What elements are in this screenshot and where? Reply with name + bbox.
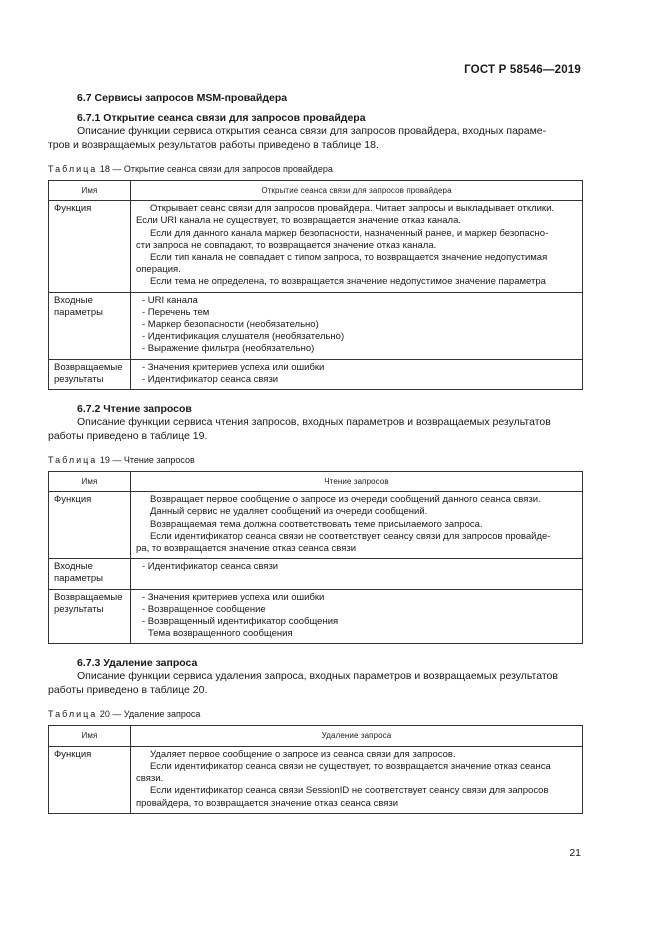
intro-line: тров и возвращаемых результатов работы приведено в таблице 18. bbox=[48, 139, 379, 151]
function-line: операция. bbox=[136, 264, 181, 276]
row-label-line: Входные bbox=[54, 294, 93, 306]
subsection-number: 6.7.3 bbox=[77, 657, 101, 670]
function-line: Возвращает первое сообщение о запросе из очереди сообщений данного сеанса связи. bbox=[150, 494, 541, 506]
row-label-line: Возвращаемые bbox=[54, 361, 123, 373]
row-label: Функция bbox=[49, 492, 131, 559]
function-line: Если идентификатор сеанса связи SessionID не соответствует сеансу связи для запросов bbox=[150, 785, 549, 797]
section-number: 6.7 bbox=[77, 92, 92, 104]
function-line: Если тема не определена, то возвращается значение недопустимое значение параметра bbox=[150, 276, 546, 288]
table-18 bbox=[48, 180, 583, 390]
function-line: Возвращаемая тема должна соответствовать теме присылаемого запроса. bbox=[150, 518, 483, 530]
caption-label: Таблица bbox=[48, 164, 98, 174]
list-item: - Идентификация слушателя (необязательно) bbox=[142, 331, 345, 343]
table-caption-18 bbox=[48, 164, 583, 174]
table-header-row bbox=[49, 726, 583, 746]
list-item: - Идентификатор сеанса связи bbox=[142, 373, 279, 385]
header-cell-name: Имя bbox=[49, 181, 131, 201]
row-content bbox=[131, 559, 583, 589]
row-label-line: результаты bbox=[54, 373, 104, 385]
subsection-title: Открытие сеанса связи для запросов провайдера bbox=[103, 112, 366, 124]
intro-line: Описание функции сервиса удаления запроса, входных параметров и возвращаемых результатов bbox=[77, 670, 558, 683]
header-cell-desc: Удаление запроса bbox=[131, 726, 583, 746]
row-content bbox=[131, 359, 583, 389]
function-line: провайдера, то возвращается значение отказ сеанса связи bbox=[136, 797, 399, 809]
intro-line: Описание функции сервиса чтения запросов, входных параметров и возвращаемых результатов bbox=[77, 416, 551, 429]
function-line: Если тип канала не совпадает с типом запроса, то возвращается значение недопустимая bbox=[150, 252, 548, 264]
list-item: - Выражение фильтра (необязательно) bbox=[142, 343, 315, 355]
table-row-inputs bbox=[49, 292, 583, 359]
function-line: Если идентификатор сеанса связи не существует, то возвращается значение отказ сеанса bbox=[150, 760, 551, 772]
list-item: - Значения критериев успеха или ошибки bbox=[142, 591, 325, 603]
subsection-number: 6.7.1 bbox=[77, 112, 101, 124]
function-line: Удаляет первое сообщение о запросе из сеанса связи для запросов. bbox=[150, 748, 456, 760]
list-item-continuation: Тема возвращенного сообщения bbox=[148, 628, 293, 640]
subsection-heading-6-7-3 bbox=[77, 657, 583, 669]
intro-line: работы приведено в таблице 19. bbox=[48, 430, 208, 443]
caption-label: Таблица bbox=[48, 455, 98, 466]
table-19 bbox=[48, 471, 583, 644]
header-cell-desc: Открытие сеанса связи для запросов провайдера bbox=[131, 181, 583, 201]
intro-paragraph-6-7-2 bbox=[48, 415, 583, 443]
table-caption-20 bbox=[48, 709, 583, 719]
function-line: Данный сервис не удаляет сообщений из очереди сообщений. bbox=[150, 506, 428, 518]
subsection-title: Чтение запросов bbox=[103, 403, 192, 416]
function-line: ра, то возвращается значение отказ сеанса связи bbox=[136, 543, 357, 555]
row-label-line: параметры bbox=[54, 573, 103, 585]
section-title: Сервисы запросов MSM-провайдера bbox=[94, 92, 288, 104]
page-content bbox=[48, 92, 583, 814]
list-item: - Маркер безопасности (необязательно) bbox=[142, 319, 319, 331]
row-label: Функция bbox=[49, 201, 131, 292]
table-header-row bbox=[49, 472, 583, 492]
table-row-outputs bbox=[49, 589, 583, 644]
subsection-number: 6.7.2 bbox=[77, 403, 101, 416]
row-content bbox=[131, 746, 583, 813]
page-number: 21 bbox=[569, 847, 581, 859]
table-row-function bbox=[49, 201, 583, 292]
header-cell-desc: Чтение запросов bbox=[131, 472, 583, 492]
row-label bbox=[49, 359, 131, 389]
table-20 bbox=[48, 725, 583, 813]
row-label-line: результаты bbox=[54, 603, 104, 615]
header-cell-name: Имя bbox=[49, 726, 131, 746]
row-label-line: параметры bbox=[54, 306, 103, 318]
table-row-function bbox=[49, 746, 583, 813]
caption-text: 20 — Удаление запроса bbox=[99, 709, 201, 720]
row-content bbox=[131, 201, 583, 292]
subsection-heading-6-7-1 bbox=[77, 112, 583, 124]
list-item: - URI канала bbox=[142, 294, 198, 306]
intro-paragraph-6-7-1 bbox=[48, 124, 583, 152]
caption-text: 19 — Чтение запросов bbox=[99, 455, 195, 466]
caption-text: 18 — Открытие сеанса связи для запросов провайдера bbox=[99, 164, 333, 174]
row-content bbox=[131, 589, 583, 644]
subsection-title: Удаление запроса bbox=[103, 657, 198, 670]
header-cell-name: Имя bbox=[49, 472, 131, 492]
caption-label: Таблица bbox=[48, 709, 98, 720]
intro-line: работы приведено в таблице 20. bbox=[48, 684, 208, 697]
list-item: - Значения критериев успеха или ошибки bbox=[142, 361, 325, 373]
section-heading bbox=[77, 92, 583, 104]
subsection-heading-6-7-2 bbox=[77, 403, 583, 415]
intro-paragraph-6-7-3 bbox=[48, 669, 583, 697]
list-item: - Возвращенное сообщение bbox=[142, 603, 266, 615]
intro-line: Описание функции сервиса открытия сеанса связи для запросов провайдера, входных параме- bbox=[77, 125, 547, 137]
row-content bbox=[131, 292, 583, 359]
row-label bbox=[49, 589, 131, 644]
list-item: - Возвращенный идентификатор сообщения bbox=[142, 616, 339, 628]
table-header-row bbox=[49, 181, 583, 201]
table-caption-19 bbox=[48, 455, 583, 465]
function-line: Открывает сеанс связи для запросов провайдера. Читает запросы и выкладывает отклики. bbox=[150, 203, 555, 215]
row-label-line: Возвращаемые bbox=[54, 591, 123, 603]
function-line: Если для данного канала маркер безопасности, назначенный ранее, и маркер безопасно- bbox=[150, 227, 549, 239]
table-row-inputs bbox=[49, 559, 583, 589]
row-label: Функция bbox=[49, 746, 131, 813]
list-item: - Идентификатор сеанса связи bbox=[142, 561, 279, 573]
function-line: Если идентификатор сеанса связи не соответствует сеансу связи для запросов провайде- bbox=[150, 530, 551, 542]
function-line: связи. bbox=[136, 773, 164, 785]
table-row-function bbox=[49, 492, 583, 559]
function-line: Если URI канала не существует, то возвращается значение отказ канала. bbox=[136, 215, 461, 227]
row-content bbox=[131, 492, 583, 559]
standard-header: ГОСТ Р 58546—2019 bbox=[464, 64, 581, 76]
row-label-line: Входные bbox=[54, 561, 93, 573]
list-item: - Перечень тем bbox=[142, 306, 210, 318]
function-line: сти запроса не совпадают, то возвращается значение отказ канала. bbox=[136, 239, 437, 251]
table-row-outputs bbox=[49, 359, 583, 389]
row-label bbox=[49, 292, 131, 359]
row-label bbox=[49, 559, 131, 589]
